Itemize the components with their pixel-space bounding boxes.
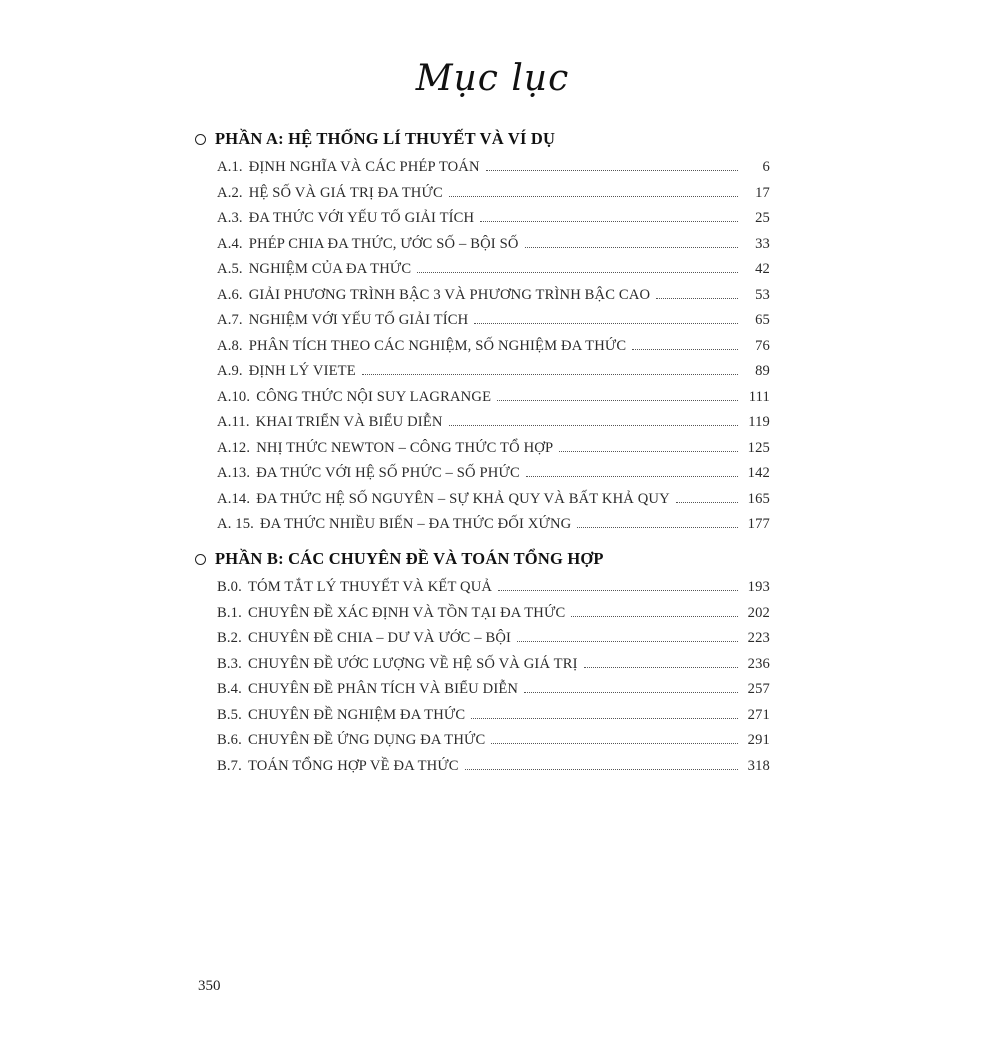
toc-entry[interactable] [195, 389, 770, 406]
leader-dots [362, 373, 738, 375]
entry-label: ĐA THỨC HỆ SỐ NGUYÊN – SỰ KHẢ QUY VÀ BẤT KHẢ QUY [256, 490, 670, 507]
entry-label: CHUYÊN ĐỀ NGHIỆM ĐA THỨC [247, 706, 466, 723]
entry-page: 223 [747, 630, 770, 646]
entry-number: A.7. [217, 312, 243, 328]
entry-page: 271 [747, 706, 770, 723]
entry-number: B.0. [217, 579, 242, 595]
toc-entry[interactable] [195, 210, 770, 227]
entry-number: A.14. [217, 490, 251, 507]
footer-page-number: 350 [198, 978, 221, 994]
entry-number: A.10. [217, 388, 251, 405]
entry-number: B.5. [217, 706, 242, 723]
toc-entry[interactable] [195, 758, 770, 775]
entry-label: HỆ SỐ VÀ GIÁ TRỊ ĐA THỨC [248, 184, 443, 201]
toc-entry[interactable] [195, 414, 770, 431]
entry-page: 25 [755, 210, 770, 226]
leader-dots [497, 399, 738, 401]
entry-number: A.3. [217, 210, 243, 226]
entry-page: 17 [755, 184, 770, 201]
toc-entry[interactable] [195, 579, 770, 596]
section-heading-a [195, 129, 770, 149]
toc-entry[interactable] [195, 681, 770, 698]
bullet-icon [195, 134, 206, 145]
entry-page: 42 [755, 261, 770, 277]
entry-label: TOÁN TỔNG HỢP VỀ ĐA THỨC [247, 757, 459, 774]
entry-label: KHAI TRIỂN VÀ BIỂU DIỄN [255, 414, 443, 430]
leader-dots [676, 501, 738, 503]
leader-dots [632, 348, 738, 350]
entry-page: 89 [755, 363, 770, 379]
toc-entry[interactable] [195, 312, 770, 329]
entry-number: A.13. [217, 465, 251, 481]
entry-label: ĐA THỨC VỚI YẾU TỐ GIẢI TÍCH [248, 210, 475, 226]
entry-number: B.3. [217, 655, 242, 672]
leader-dots [584, 666, 738, 668]
entry-number: A.8. [217, 337, 243, 354]
entry-number: A.4. [217, 235, 243, 252]
entry-page: 291 [747, 732, 770, 748]
entry-number: A.1. [217, 159, 243, 175]
entry-label: PHÉP CHIA ĐA THỨC, ƯỚC SỐ – BỘI SỐ [248, 235, 519, 252]
section-heading-b-label: PHẦN B: CÁC CHUYÊN ĐỀ VÀ TOÁN TỔNG HỢP [215, 549, 604, 568]
entry-page: 119 [748, 414, 770, 430]
entry-page: 6 [762, 159, 770, 175]
section-heading-a-label: PHẦN A: HỆ THỐNG LÍ THUYẾT VÀ VÍ DỤ [215, 129, 556, 148]
toc-entry[interactable] [195, 605, 770, 622]
leader-dots [526, 475, 738, 477]
leader-dots [656, 297, 738, 299]
entry-page: 202 [747, 604, 770, 621]
entry-page: 177 [747, 516, 770, 532]
entry-number: A.11. [217, 414, 250, 430]
entry-label: NGHIỆM VỚI YẾU TỐ GIẢI TÍCH [248, 312, 469, 328]
entry-page: 193 [747, 579, 770, 595]
entry-label: CHUYÊN ĐỀ PHÂN TÍCH VÀ BIỂU DIỄN [247, 681, 519, 697]
leader-dots [559, 450, 738, 452]
entry-page: 33 [755, 235, 770, 252]
section-heading-b [195, 549, 770, 569]
entry-number: B.2. [217, 630, 242, 646]
entry-number: B.1. [217, 604, 242, 621]
toc-entry[interactable] [195, 287, 770, 304]
entry-label: CÔNG THỨC NỘI SUY LAGRANGE [256, 388, 492, 405]
entry-page: 76 [755, 337, 770, 354]
page-title: Mục lục [415, 58, 570, 99]
entry-label: TÓM TẮT LÝ THUYẾT VÀ KẾT QUẢ [247, 579, 493, 595]
entry-label: ĐA THỨC NHIỀU BIẾN – ĐA THỨC ĐỐI XỨNG [259, 516, 572, 532]
toc-entry[interactable] [195, 363, 770, 380]
entry-number: B.6. [217, 732, 242, 748]
toc-entry[interactable] [195, 185, 770, 202]
entry-number: A. 15. [217, 516, 254, 532]
entry-label: CHUYÊN ĐỀ XÁC ĐỊNH VÀ TỒN TẠI ĐA THỨC [247, 604, 566, 621]
entry-label: NGHIỆM CỦA ĐA THỨC [248, 261, 412, 277]
toc-list [0, 129, 985, 775]
leader-dots [486, 169, 738, 171]
leader-dots [449, 195, 738, 197]
entry-number: A.9. [217, 363, 243, 379]
entry-number: A.6. [217, 286, 243, 303]
bullet-icon [195, 554, 206, 565]
entry-label: PHÂN TÍCH THEO CÁC NGHIỆM, SỐ NGHIỆM ĐA THỨC [248, 337, 627, 354]
entry-page: 165 [747, 490, 770, 507]
toc-entry[interactable] [195, 465, 770, 482]
entry-label: NHỊ THỨC NEWTON – CÔNG THỨC TỔ HỢP [256, 439, 554, 456]
leader-dots [417, 271, 738, 273]
entry-page: 111 [748, 388, 770, 405]
toc-page [0, 58, 985, 1043]
toc-entry[interactable] [195, 656, 770, 673]
entry-page: 318 [747, 757, 770, 774]
toc-entry[interactable] [195, 516, 770, 533]
entry-page: 125 [747, 439, 770, 456]
toc-entry[interactable] [195, 732, 770, 749]
toc-entry[interactable] [195, 159, 770, 176]
leader-dots [577, 526, 738, 528]
entry-page: 65 [755, 312, 770, 328]
entry-label: ĐA THỨC VỚI HỆ SỐ PHỨC – SỐ PHỨC [256, 465, 520, 481]
leader-dots [474, 322, 738, 324]
leader-dots [471, 717, 738, 719]
entry-number: A.5. [217, 261, 243, 277]
entry-page: 53 [755, 286, 770, 303]
leader-dots [525, 246, 738, 248]
entry-label: CHUYÊN ĐỀ ƯỚC LƯỢNG VỀ HỆ SỐ VÀ GIÁ TRỊ [247, 655, 578, 672]
entry-number: A.12. [217, 439, 251, 456]
entry-label: GIẢI PHƯƠNG TRÌNH BẬC 3 VÀ PHƯƠNG TRÌNH BẬC CAO [248, 286, 651, 303]
leader-dots [524, 691, 738, 693]
toc-entry[interactable] [195, 261, 770, 278]
entry-number: B.4. [217, 681, 242, 697]
leader-dots [480, 220, 738, 222]
entry-page: 257 [747, 681, 770, 697]
leader-dots [498, 589, 738, 591]
entry-label: CHUYÊN ĐỀ ỨNG DỤNG ĐA THỨC [247, 732, 486, 748]
entry-label: ĐỊNH NGHĨA VÀ CÁC PHÉP TOÁN [248, 159, 480, 175]
leader-dots [571, 615, 738, 617]
leader-dots [465, 768, 738, 770]
toc-entry[interactable] [195, 707, 770, 724]
entry-page: 236 [747, 655, 770, 672]
entry-number: A.2. [217, 184, 243, 201]
toc-entry[interactable] [195, 630, 770, 647]
leader-dots [449, 424, 738, 426]
entry-label: ĐỊNH LÝ VIETE [248, 363, 356, 379]
toc-entry[interactable] [195, 338, 770, 355]
leader-dots [517, 640, 738, 642]
toc-entry[interactable] [195, 440, 770, 457]
entry-page: 142 [747, 465, 770, 481]
toc-entry[interactable] [195, 236, 770, 253]
toc-entry[interactable] [195, 491, 770, 508]
entry-number: B.7. [217, 757, 242, 774]
leader-dots [491, 742, 738, 744]
entry-label: CHUYÊN ĐỀ CHIA – DƯ VÀ ƯỚC – BỘI [247, 630, 512, 646]
